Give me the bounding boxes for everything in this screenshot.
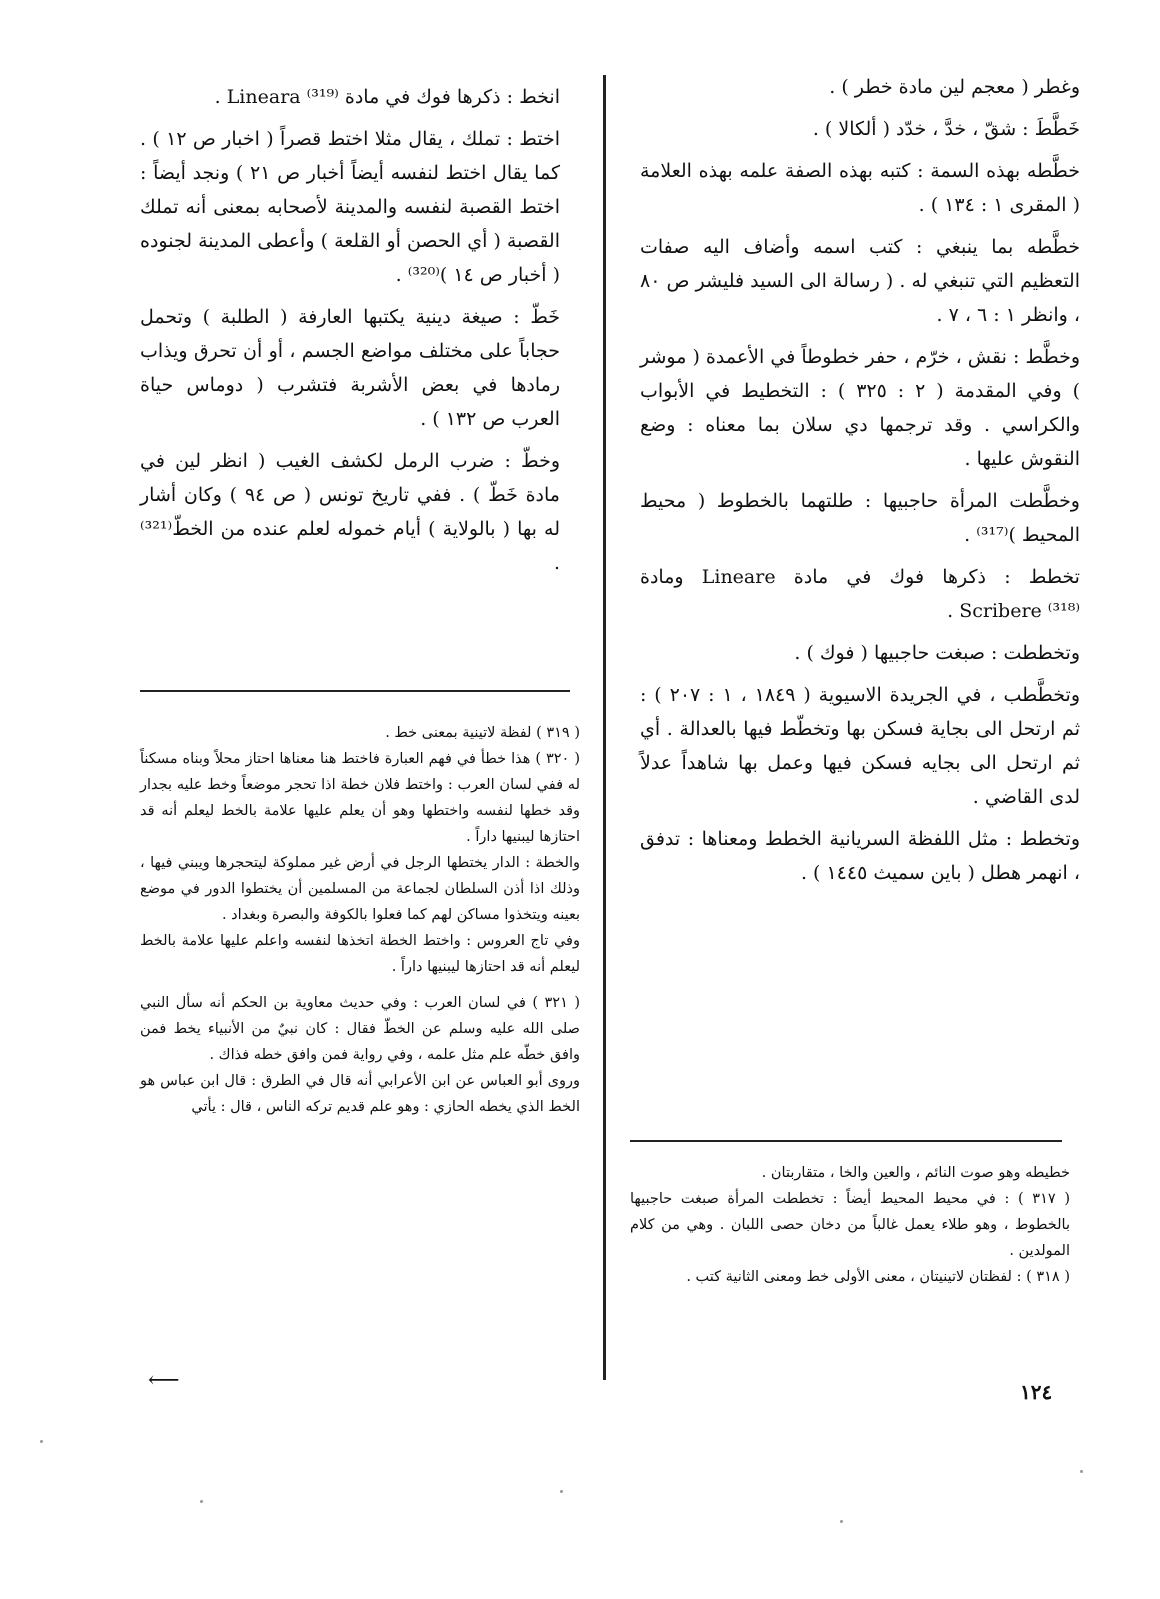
footnote: خطيطه وهو صوت النائم ، والعين والخا ، متقاربتان . — [761, 1165, 1070, 1181]
left-text-column — [140, 80, 560, 588]
entry: وخطّ : ضرب الرمل لكشف الغيب ( انظر لين في مادة خَطّ ) . ففي تاريخ تونس ( ص ٩٤ ) وكان أشار له بها ( بالولاية ) أيام خموله لعلم عنده من الخطّ⁽³²¹⁾ . — [140, 450, 560, 574]
page-number: ١٢٤ — [1020, 1380, 1053, 1404]
right-footnote-rule — [630, 1140, 1062, 1142]
footnote: والخطة : الدار يختطها الرجل في أرض غير مملوكة ليتحجرها ويبني فيها ، وذلك اذا أذن السلطان لجماعة من المسلمين أن يختطوا الدور في موضع بعينه ويتخذوا مساكن لهم كما فعلوا بالكوفة والبصرة وبغداد . — [140, 855, 580, 923]
footnote: ( ٣١٨ ) : لفظتان لاتينيتان ، معنى الأولى خط ومعنى الثانية كتب . — [686, 1269, 1070, 1285]
entry: وتخططت : صبغت حاجبيها ( فوك ) . — [794, 642, 1080, 664]
scan-speck — [200, 1500, 203, 1503]
footnote: ( ٣٢١ ) في لسان العرب : وفي حديث معاوية بن الحكم أنه سأل النبي صلى الله عليه وسلم عن الخطّ فقال : كان نبيٌ من الأنبياء يخط فمن وافق خطّه علم مثل علمه ، وفي رواية فمن وافق خطه فذاك . — [140, 995, 580, 1063]
entry: خَطَّطَ : شقّ ، خدَّ ، خدّد ( ألكالا ) . — [812, 118, 1080, 140]
entry: وتخطَّطب ، في الجريدة الاسيوية ( ١٨٤٩ ، ١ : ٢٠٧ ) : ثم ارتحل الى بجاية فسكن بها وتخطّط فيها بالعدالة . أي ثم ارتحل الى بجايه فسكن فيها وعمل بها شاهداً عدلاً لدى القاضي . — [640, 684, 1080, 808]
entry: خطَّطه بما ينبغي : كتب اسمه وأضاف اليه صفات التعظيم التي تنبغي له . ( رسالة الى السيد فليشر ص ٨٠ ، وانظر ١ : ٦ ، ٧ . — [640, 236, 1081, 326]
left-footnote-rule — [140, 690, 570, 692]
footnote: وفي تاج العروس : واختط الخطة اتخذها لنفسه واعلم عليها علامة بالخط ليعلم أنه قد احتازها ليبنيها داراً . — [140, 933, 580, 975]
entry: وتخطط : مثل اللفظة السريانية الخطط ومعناها : تدفق ، انهمر هطل ( باين سميث ١٤٤٥ ) . — [640, 828, 1080, 884]
footnote: ( ٣١٩ ) لفظة لاتينية بمعنى خط . — [385, 725, 580, 741]
entry: وخطَّط : نقش ، خرّم ، حفر خطوطاً في الأعمدة ( موشر ) وفي المقدمة ( ٢ : ٣٢٥ ) : التخطيط في الأبواب والكراسي . وقد ترجمها دي سلان بما معناه : وضع النقوش عليها . — [640, 346, 1081, 470]
entry: وغطر ( معجم لين مادة خطر ) . — [829, 76, 1080, 98]
scan-speck — [840, 1520, 843, 1523]
continuation-arrow-icon: ⟵ — [148, 1368, 180, 1393]
entry: خطَّطه بهذه السمة : كتبه بهذه الصفة علمه بهذه العلامة ( المقرى ١ : ١٣٤ ) . — [640, 160, 1080, 216]
column-divider — [603, 75, 606, 1380]
left-footnotes — [140, 720, 580, 1120]
footnote: ( ٣٢٠ ) هذا خطأ في فهم العبارة فاختط هنا معناها احتاز محلاً وبناه مسكناً له ففي لسان العرب : واختط فلان خطة اذا تحجر موضعاً وخط عليه بجدار وقد خطها لنفسه واختطها وهو أن يعلم عليها علامة بالخط ليعلم أنه قد احتازها ليبنيها داراً . — [140, 751, 580, 845]
footnote: ( ٣١٧ ) : في محيط المحيط أيضاً : تخططت المرأة صبغت حاجبيها بالخطوط ، وهو طلاء يعمل غالباً من دخان حصى اللبان . وهي من كلام المولدين . — [630, 1191, 1070, 1259]
scan-speck — [560, 1490, 563, 1493]
right-footnotes — [630, 1160, 1070, 1290]
entry: خَطّ : صيغة دينية يكتبها العارفة ( الطلبة ) وتحمل حجاباً على مختلف مواضع الجسم ، أو أن تحرق ويذاب رمادها في بعض الأشربة فتشرب ( دوماس حياة العرب ص ١٣٢ ) . — [140, 306, 560, 430]
entry: اختط : تملك ، يقال مثلا اختط قصراً ( اخبار ص ١٢ ) . كما يقال اختط لنفسه أيضاً أخبار ص ٢١ ) ونجد أيضاً : اختط القصبة لنفسه والمدينة لأصحابه بمعنى أنه تملك القصبة ( أي الحصن أو القلعة ) وأعطى المدينة لجنوده ( أخبار ص ١٤ )⁽³²⁰⁾ . — [140, 128, 561, 286]
right-text-column — [640, 70, 1080, 898]
entry: وخطَّطت المرأة حاجبيها : طلتهما بالخطوط ( محيط المحيط )⁽³¹⁷⁾ . — [640, 490, 1080, 546]
footnote: وروى أبو العباس عن ابن الأعرابي أنه قال في الطرق : قال ابن عباس هو الخط الذي يخطه الحازي : وهو علم قديم تركه الناس ، قال : يأتي — [140, 1073, 580, 1115]
entry: تخطط : ذكرها فوك في مادة Lineare ومادة Scribere ⁽³¹⁸⁾ . — [640, 566, 1080, 622]
entry: انخط : ذكرها فوك في مادة Lineara ⁽³¹⁹⁾ . — [214, 86, 560, 108]
scan-speck — [1080, 1470, 1083, 1473]
scan-speck — [40, 1440, 43, 1443]
